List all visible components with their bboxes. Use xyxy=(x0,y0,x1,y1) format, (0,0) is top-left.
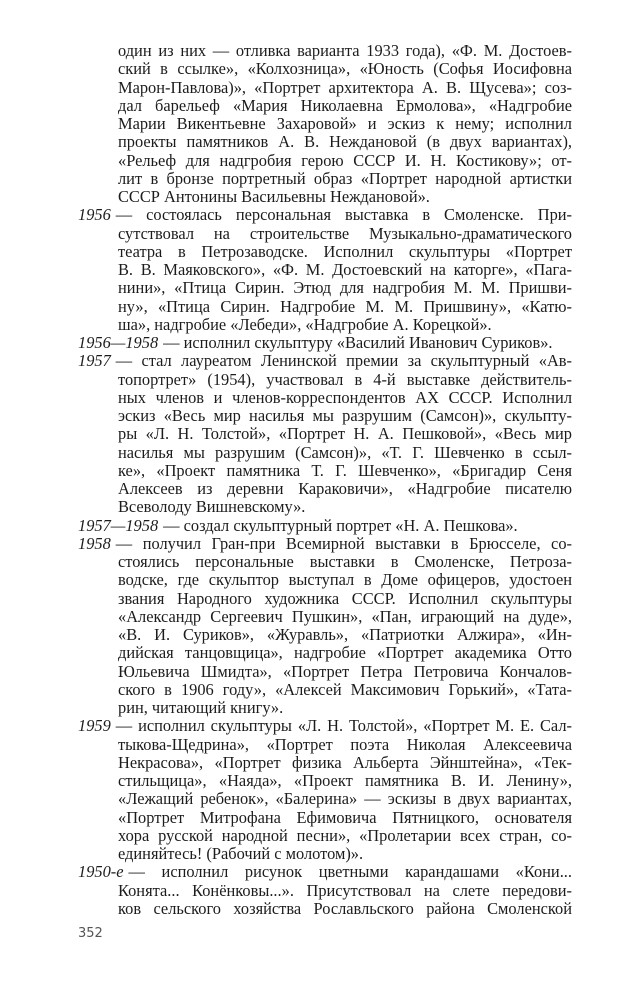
text-line: «Портрет Митрофана Ефимовича Пятницкого, основателя xyxy=(118,807,572,827)
text-line: хора русской народной песни», «Пролетарии всех стран, со- xyxy=(118,825,572,845)
text-line: «В. И. Суриков», «Журавль», «Патриотки Алжира», «Ин- xyxy=(118,625,572,644)
entry-text: — создал скульптурный портрет «Н. А. Пешкова». xyxy=(163,515,518,535)
text-line: театра в Петрозаводске. Исполнил скульптуры «Портрет xyxy=(118,241,572,261)
entry-year: 1958 xyxy=(78,533,111,553)
text-line: дийская танцовщица», надгробие «Портрет академика Отто xyxy=(118,643,572,663)
text-line: звания Народного художника СССР. Исполнил скульптуры xyxy=(118,588,572,608)
entry-year: 1956 xyxy=(78,205,111,225)
entry-first-line xyxy=(78,535,572,553)
text-line: лит в бронзе портретный образ «Портрет народной артистки xyxy=(118,168,572,188)
text-line: эскиз «Весь мир насилья мы разрушим (Самсон)», скульпту- xyxy=(118,406,572,425)
entry-year: 1950-е xyxy=(78,862,124,882)
entry-year: 1957—1958 xyxy=(78,515,159,535)
text-line: нини», «Птица Сирин. Этюд для надгробия М. М. Пришви- xyxy=(118,278,572,298)
text-line: ных членов и членов-корреспондентов АХ СССР. Исполнил xyxy=(118,387,572,407)
chronology-entry xyxy=(78,206,572,334)
text-line: Марон-Павлова)», «Портрет архитектора А. В. Щусева»; соз- xyxy=(118,77,572,97)
text-line: насилья мы разрушим (Самсон)», «Т. Г. Шевченко в ссыл- xyxy=(118,442,572,462)
text-line: В. В. Маяковского», «Ф. М. Достоевский на каторге», «Пага- xyxy=(118,260,572,279)
text-line: Юльевича Шмидта», «Портрет Петра Петровича Кончалов- xyxy=(118,661,572,681)
entry-first-line xyxy=(78,352,572,370)
text-line: Некрасова», «Портрет физика Альберта Эйнштейна», «Тек- xyxy=(118,752,572,772)
text-line: тыкова-Щедрина», «Портрет поэта Николая Алексеевича xyxy=(118,734,572,754)
entry-first-line xyxy=(78,334,572,352)
chronology-text xyxy=(78,42,572,918)
chronology-entry xyxy=(78,334,572,352)
text-line: ского в 1906 году», «Алексей Максимович Горький», «Тата- xyxy=(118,679,572,699)
text-line: ры «Л. Н. Толстой», «Портрет Н. А. Пешковой», «Весь мир xyxy=(118,424,572,444)
text-line: Конята... Конёнковы...». Присутствовал на слете передови- xyxy=(118,880,572,900)
text-line: Марии Викентьевне Захаровой» и эскиз к нему; исполнил xyxy=(118,114,572,133)
entry-text: — исполнил скульптуры «Л. Н. Толстой», «Портрет М. Е. Сал- xyxy=(115,716,572,736)
text-line: стильщица», «Наяда», «Проект памятника В. И. Ленину», xyxy=(118,771,572,790)
text-line: ну», «Птица Сирин. Надгробие М. М. Пришвину», «Катю- xyxy=(118,296,572,316)
text-line: «Рельеф для надгробия герою СССР И. Н. Костикову»; от- xyxy=(118,150,572,170)
text-line: ский в ссылке», «Колхозница», «Юность (Софья Иосифовна xyxy=(118,59,572,79)
entry-text: — исполнил скульптуру «Василий Иванович Суриков». xyxy=(163,333,553,352)
page-number: 352 xyxy=(78,926,103,941)
intro-paragraph xyxy=(78,42,572,206)
text-line: единяйтесь! (Рабочий с молотом)». xyxy=(118,844,364,863)
entry-year: 1959 xyxy=(78,716,111,736)
text-line: ша», надгробие «Лебеди», «Надгробие А. Корецкой». xyxy=(118,314,492,334)
entry-first-line xyxy=(78,206,572,224)
entry-text: — получил Гран-при Всемирной выставки в Брюсселе, со- xyxy=(115,533,572,553)
entry-year: 1956—1958 xyxy=(78,333,159,352)
chronology-entry xyxy=(78,517,572,535)
text-line: водске, где скульптор выступал в Доме офицеров, удостоен xyxy=(118,570,572,590)
text-line: Алексеев из деревни Караковичи», «Надгробие писателю xyxy=(118,479,572,498)
entry-year: 1957 xyxy=(78,351,111,371)
chronology-entry xyxy=(78,352,572,516)
entry-first-line xyxy=(78,717,572,735)
text-line: один из них — отливка варианта 1933 года), «Ф. М. Достоев- xyxy=(118,41,572,60)
entry-first-line xyxy=(78,517,572,535)
text-line: ков сельского хозяйства Рославльского района Смоленской xyxy=(118,898,572,918)
text-line: СССР Антонины Васильевны Неждановой». xyxy=(118,187,430,206)
chronology-entry xyxy=(78,535,572,718)
text-line: проекты памятников А. В. Неждановой (в двух вариантах), xyxy=(118,132,572,152)
entry-first-line xyxy=(78,863,572,881)
text-line: сутствовал на строительстве Музыкально-драматического xyxy=(118,223,572,243)
text-line: ке», «Проект памятника Т. Г. Шевченко», «Бригадир Сеня xyxy=(118,460,572,480)
text-line: рин, читающий книгу». xyxy=(118,698,284,717)
text-line: топортрет» (1954), участвовал в 4-й выставке действитель- xyxy=(118,369,572,389)
text-line: Всеволоду Вишневскому». xyxy=(118,497,306,517)
chronology-entry xyxy=(78,717,572,863)
text-line: «Лежащий ребенок», «Балерина» — эскизы в двух вариантах, xyxy=(118,789,572,809)
text-line: «Александр Сергеевич Пушкин», «Пан, играющий на дуде», xyxy=(118,606,572,626)
entry-text: — исполнил рисунок цветными карандашами «Кони... xyxy=(128,862,572,882)
entry-text: — стал лауреатом Ленинской премии за скульптурный «Ав- xyxy=(115,351,572,371)
chronology-entry xyxy=(78,863,572,918)
text-line: стоялись персональные выставки в Смоленске, Петроза- xyxy=(118,552,572,571)
text-line: дал барельеф «Мария Николаевна Ермолова», «Надгробие xyxy=(118,95,572,115)
entry-text: — состоялась персональная выставка в Смоленске. При- xyxy=(115,205,572,225)
